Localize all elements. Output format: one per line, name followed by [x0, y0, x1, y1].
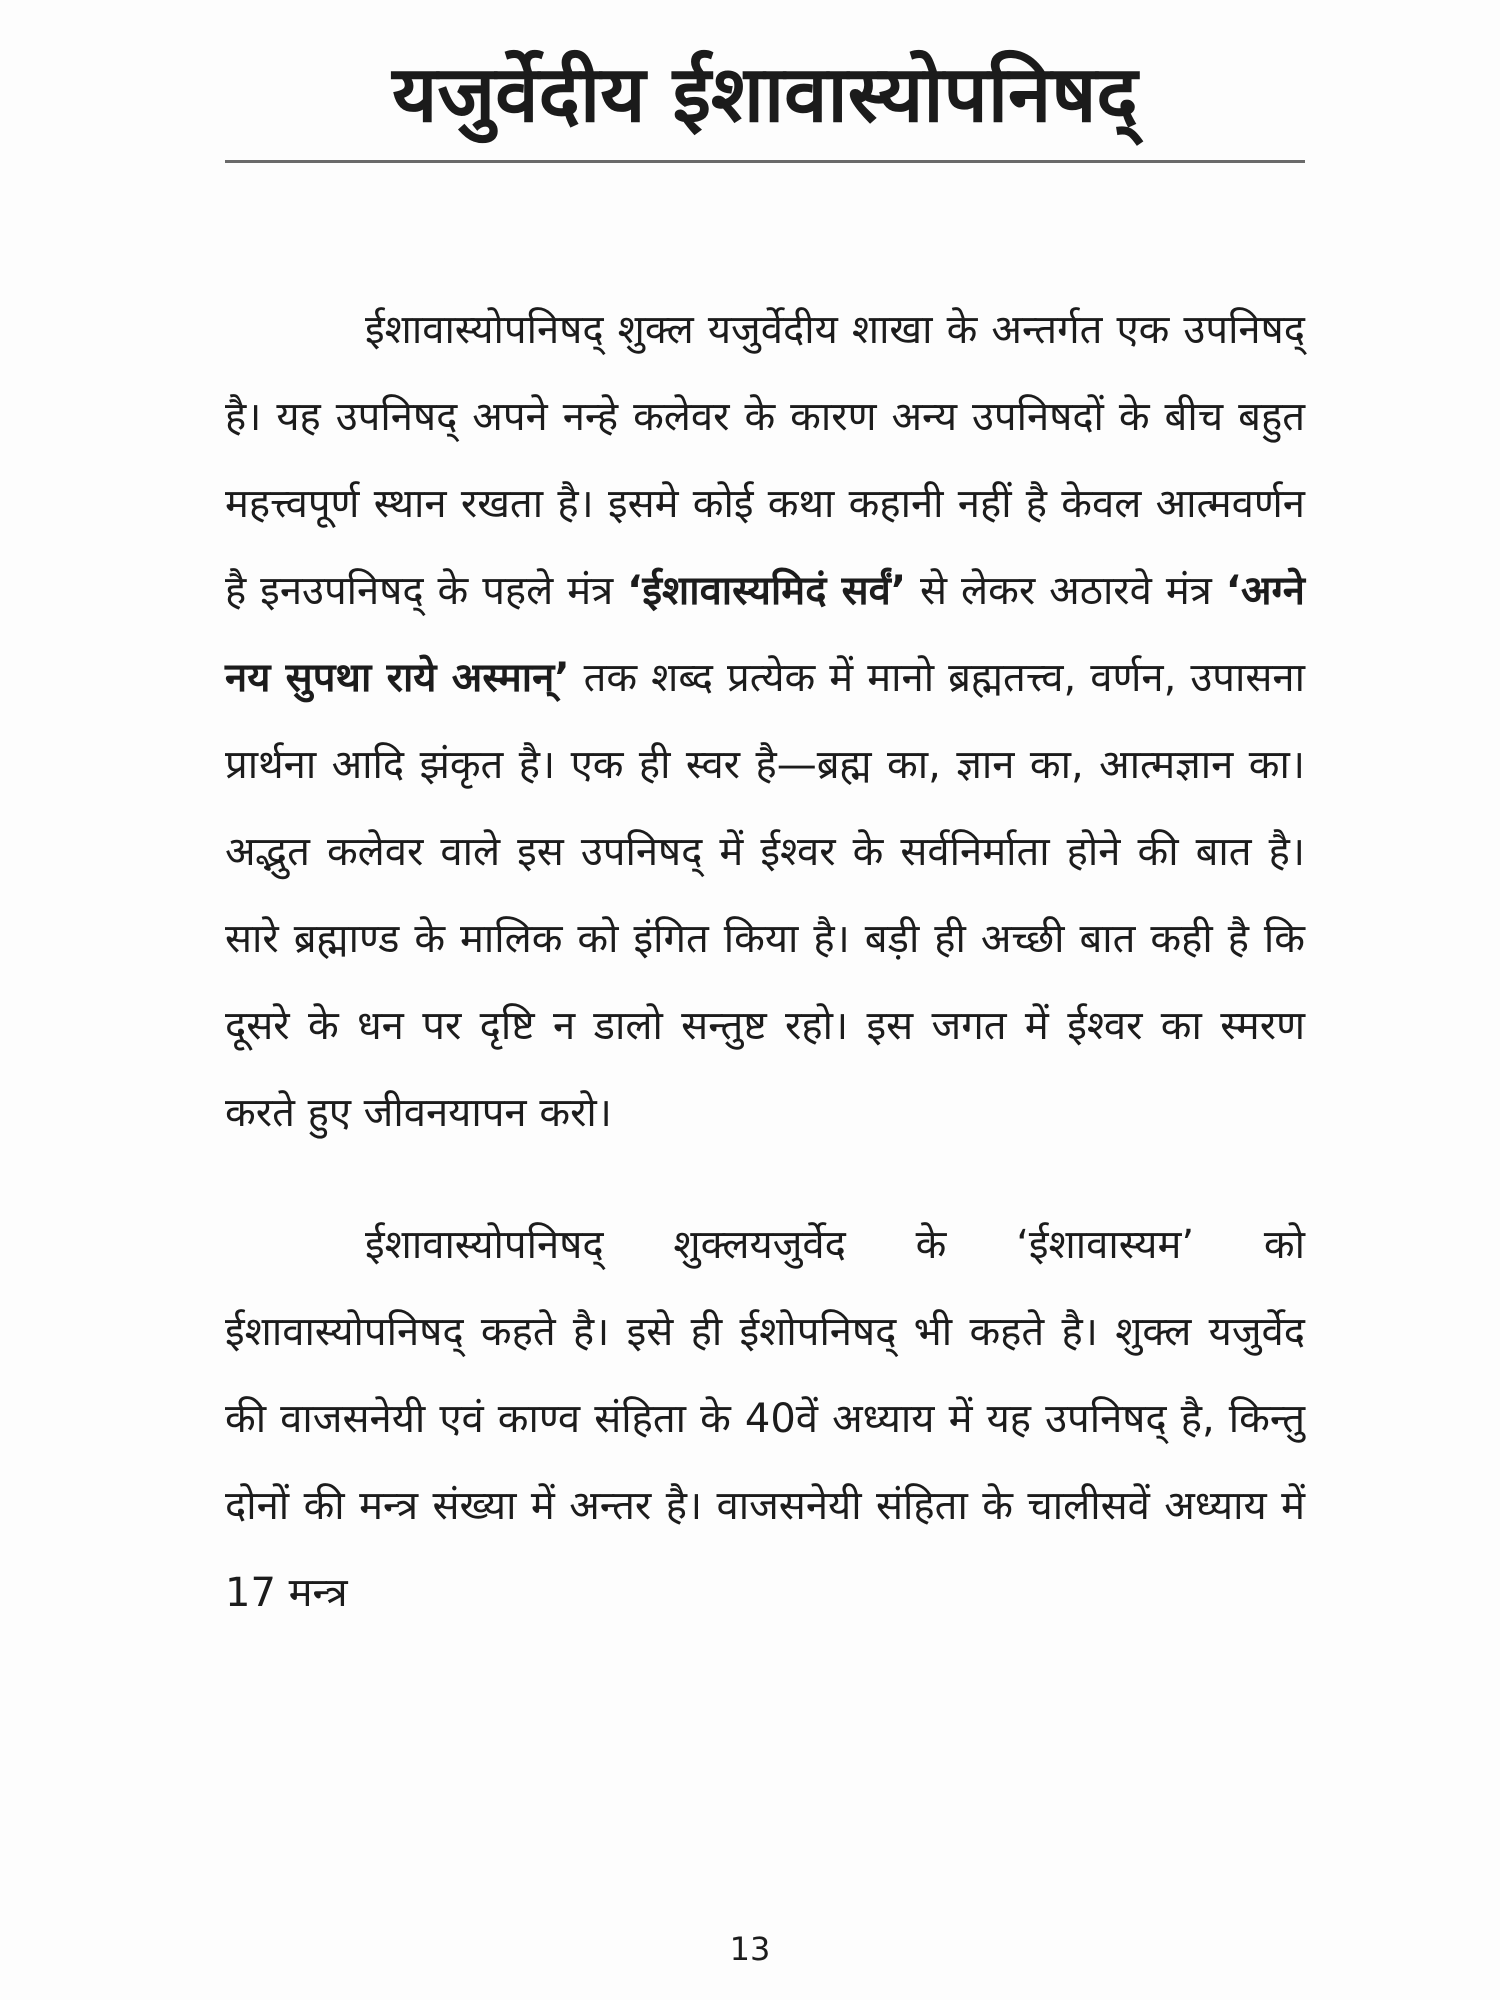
paragraph-1	[225, 287, 1305, 1157]
page-title: यजुर्वेदीय ईशावास्योपनिषद्	[392, 50, 1138, 140]
paragraph-1-segment-2: से लेकर अठारवे मंत्र	[906, 568, 1226, 614]
bold-quote-eighteenth-mantra: ‘अग्ने नय सुपथा राये अस्मान्’	[225, 568, 1305, 701]
bold-quote-first-mantra: ‘ईशावास्यमिदं सर्वं’	[627, 568, 907, 614]
page-number: 13	[729, 1930, 771, 1968]
paragraph-1-segment-3: तक शब्द प्रत्येक में मानो ब्रह्मतत्त्व, वर्णन, उपासना प्रार्थना आदि झंकृत है। एक ही स्वर है—ब्रह्म का, ज्ञान का, आत्मज्ञान का। अद्भुत कलेवर वाले इस उपनिषद् में ईश्वर के सर्वनिर्माता होने की बात है। सारे ब्रह्माण्ड के मालिक को इंगित किया है। बड़ी ही अच्छी बात कही है कि दूसरे के धन पर दृष्टि न डालो सन्तुष्ट रहो। इस जगत में ईश्वर का स्मरण करते हुए जीवनयापन करो।	[225, 655, 1305, 1136]
body-text	[225, 287, 1305, 1637]
paragraph-2: ईशावास्योपनिषद् शुक्लयजुर्वेद के ‘ईशावास्यम’ को ईशावास्योपनिषद् कहते है। इसे ही ईशोपनिषद् भी कहते है। शुक्ल यजुर्वेद की वाजसनेयी एवं काण्व संहिता के 40वें अध्याय में यह उपनिषद् है, किन्तु दोनों की मन्त्र संख्या में अन्तर है। वाजसनेयी संहिता के चालीसवें अध्याय में 17 मन्त्र	[225, 1222, 1305, 1616]
paragraph-1-segment-1: ईशावास्योपनिषद् शुक्ल यजुर्वेदीय शाखा के अन्तर्गत एक उपनिषद् है। यह उपनिषद् अपने नन्हे कलेवर के कारण अन्य उपनिषदों के बीच बहुत महत्त्वपूर्ण स्थान रखता है। इसमे कोई कथा कहानी नहीं है केवल आत्मवर्णन है इनउपनिषद् के पहले मंत्र	[225, 307, 1305, 614]
title-underline-divider	[225, 160, 1305, 163]
